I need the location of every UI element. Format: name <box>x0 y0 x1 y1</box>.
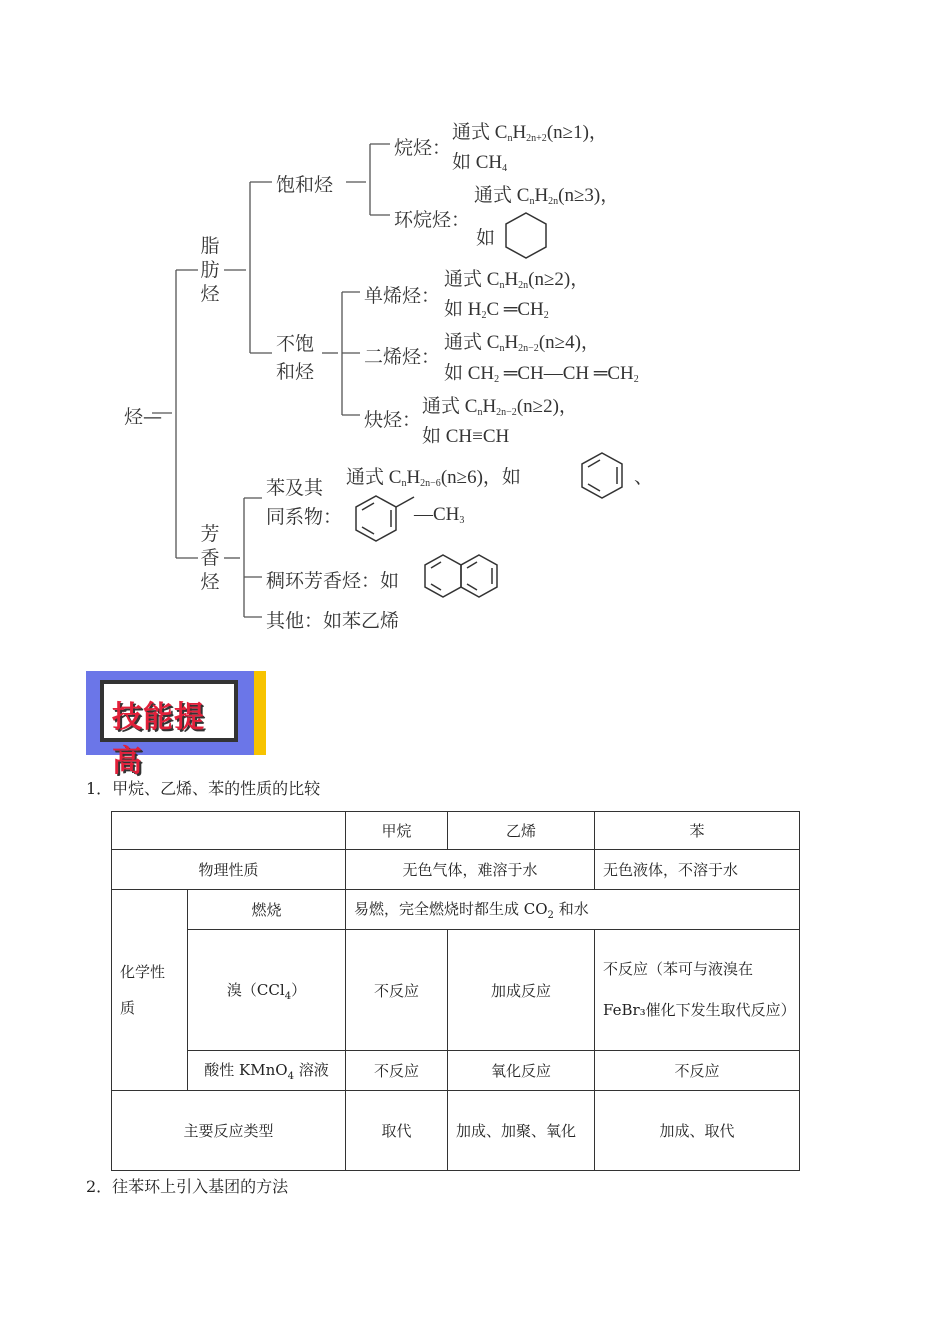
alkyne-example: 如 CH≡CH <box>422 426 510 447</box>
row-label: 酸性 KMnO$_4$ 溶液 <box>188 1051 346 1091</box>
cyclo-formula: 通式 $C_nH_{2n}(n\ge 3)$， <box>474 185 620 207</box>
row-label: 燃烧 <box>188 890 346 930</box>
header-cell: 苯 <box>595 812 800 850</box>
table-row <box>112 930 800 1051</box>
table-cell: 取代 <box>346 1091 448 1171</box>
section-2-heading: 2．往苯环上引入基团的方法 <box>86 1177 289 1196</box>
monoene-label: 单烯烃： <box>364 285 441 307</box>
row-label: 主要反应类型 <box>112 1091 346 1171</box>
table-cell: 不反应（苯可与液溴在FeBr₃催化下发生取代反应） <box>595 930 800 1051</box>
alkane-label: 烷烃： <box>394 137 452 159</box>
alkyne-label: 炔烃： <box>364 409 422 431</box>
table-cell: 易燃，完全燃烧时都生成 $CO_2$ 和水 <box>346 890 800 930</box>
cyclo-label: 环烷烃： <box>394 209 471 231</box>
table-row <box>112 890 800 930</box>
table-cell: 不反应 <box>346 930 448 1051</box>
diene-label: 二烯烃： <box>364 346 441 368</box>
row-label: 化学性质 <box>112 890 188 1091</box>
benzene-structure <box>582 453 622 498</box>
root-label: 烃— <box>124 406 163 428</box>
table-row <box>112 850 800 890</box>
header-cell <box>112 812 346 850</box>
monoene-formula: 通式 $C_nH_{2n}(n\ge 2)$， <box>444 269 590 291</box>
comparison-table <box>111 811 800 1171</box>
table-cell: 加成反应 <box>448 930 595 1051</box>
table-cell: 不反应 <box>346 1051 448 1091</box>
diene-example: 如 $CH_2$ ═CH—CH $═CH_2$ <box>444 363 639 385</box>
benzene-label-2: 同系物： <box>266 506 343 528</box>
header-cell: 甲烷 <box>346 812 448 850</box>
saturated-label: 饱和烃 <box>276 174 334 196</box>
cyclohexane-structure <box>506 213 546 258</box>
header-cell: 乙烯 <box>448 812 595 850</box>
toluene-ch3: $—CH_3$ <box>414 504 465 526</box>
benzene-separator: 、 <box>634 466 654 488</box>
alkyne-formula: 通式 $C_nH_{2n-2}(n\ge 2)$， <box>422 396 578 418</box>
table-row <box>112 1051 800 1091</box>
other-label: 其他：如苯乙烯 <box>266 610 400 632</box>
table-cell: 加成、加聚、氧化 <box>448 1091 595 1171</box>
banner-title: 技能提高 <box>112 700 205 779</box>
table-cell: 加成、取代 <box>595 1091 800 1171</box>
table-row <box>112 1091 800 1171</box>
cyclo-example: 如 <box>476 227 496 249</box>
row-label: 物理性质 <box>112 850 346 890</box>
table-cell: 无色液体，不溶于水 <box>595 850 800 890</box>
aromatic-label: 芳香烃 <box>200 523 220 593</box>
monoene-example: 如 $H_2C$ $═CH_2$ <box>444 299 549 321</box>
unsaturated-label: 不饱和烃 <box>276 333 315 383</box>
naphthalene-structure <box>425 555 497 597</box>
banner-frame <box>100 680 238 779</box>
alkane-formula: 通式 $C_nH_{2n+2}(n\ge 1)$， <box>452 122 608 144</box>
row-label: 溴（CCl$_4$） <box>188 930 346 1051</box>
table-row <box>112 812 800 850</box>
alkane-example: 如 $CH_4$ <box>452 152 508 174</box>
section-1-heading: 1．甲烷、乙烯、苯的性质的比较 <box>86 779 321 798</box>
skill-banner <box>86 671 266 779</box>
toluene-structure <box>356 496 414 541</box>
aliphatic-label: 脂肪烃 <box>200 235 220 305</box>
table-cell: 无色气体，难溶于水 <box>346 850 595 890</box>
table-cell: 不反应 <box>595 1051 800 1091</box>
diene-formula: 通式 $C_nH_{2n-2}(n\ge 4)$， <box>444 332 600 354</box>
fused-label: 稠环芳香烃：如 <box>266 570 400 592</box>
table-cell: 氧化反应 <box>448 1051 595 1091</box>
benzene-formula: 通式 $C_nH_{2n-6}(n\ge 6)$，如 <box>346 467 521 489</box>
benzene-label-1: 苯及其 <box>266 477 324 499</box>
